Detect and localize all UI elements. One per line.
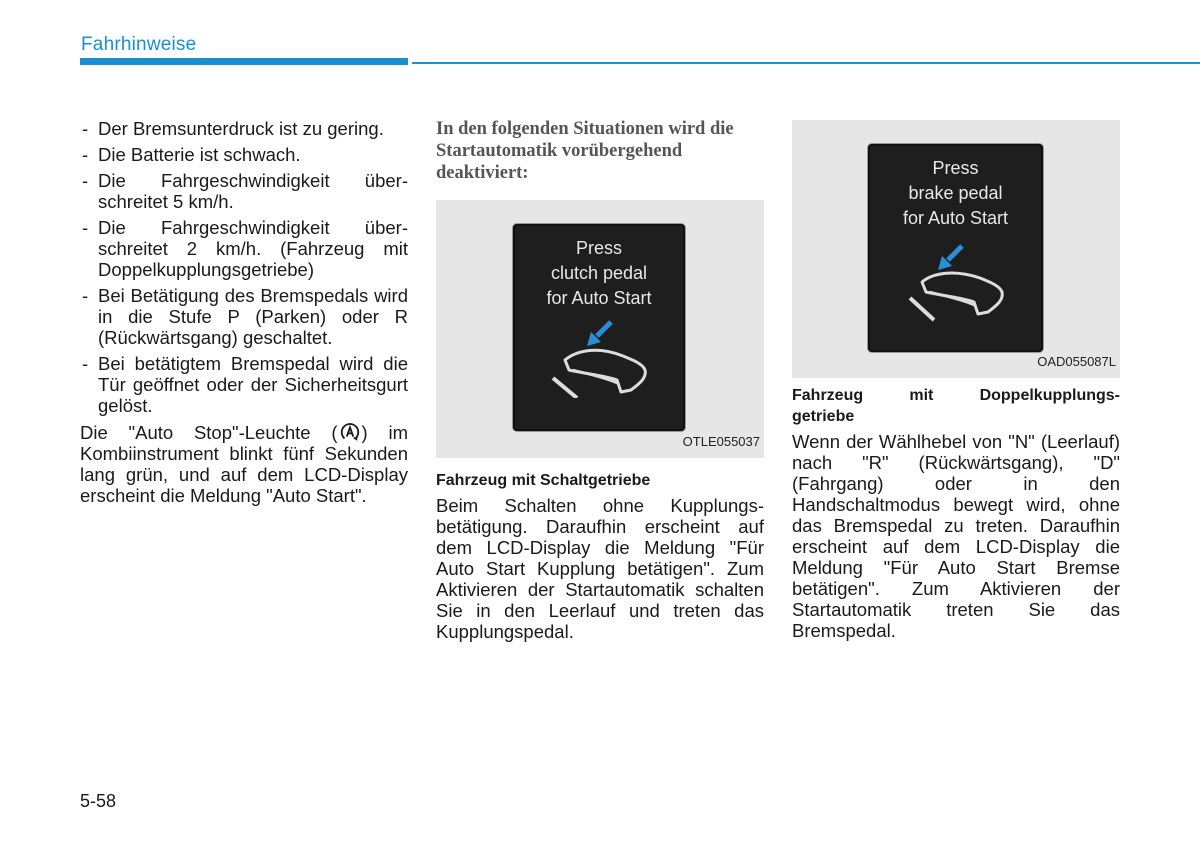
header-rule-thin — [412, 62, 1200, 64]
manual-transmission-text: Beim Schalten ohne Kupplungsbetätigung. Daraufhin erscheint auf dem LCD-Display die Meldung "Für Auto Start Kupplung betätigen". Zum Aktivieren der Startautomatik schalten Sie in den Leerlauf und treten das Kupplungspedal. — [436, 495, 764, 642]
foot-pedal-icon — [904, 244, 1014, 322]
figure-code: OAD055087L — [1037, 354, 1116, 369]
section-heading: In den folgenden Situationen wird die Startautomatik vorübergehend deaktiviert: — [436, 119, 734, 183]
brake-display-figure — [792, 120, 1120, 378]
list-item: - Bei Betätigung des Bremspedals wird in die Stufe P (Parken) oder R (Rückwärtsgang) geschaltet. — [82, 285, 408, 348]
dual-clutch-text: Wenn der Wählhebel von "N" (Leerlauf) nach "R" (Rückwärtsgang), "D" (Fahrgang) oder in den Handschaltmodus bewegt wird, ohne das Bremspedal zu treten. Daraufhin erscheint auf dem LCD-Display die Meldung "Für Auto Start Bremse betätigen". Zum Aktivieren der Startautomatik treten Sie das Bremspedal. — [792, 431, 1120, 641]
condition-list — [80, 118, 408, 416]
clutch-display-figure — [436, 200, 764, 458]
list-item: - Die Batterie ist schwach. — [82, 144, 301, 165]
auto-stop-paragraph: Die "Auto Stop"-Leuchte ( ) im Kombiinstrument blinkt fünf Sekunden lang grün, und auf dem LCD-Display erscheint die Meldung "Auto Start". — [80, 422, 408, 506]
transmission-subheading: Fahrzeug mit Doppelkupplungs- — [792, 387, 1120, 404]
left-column — [80, 118, 408, 506]
right-column — [792, 118, 1120, 641]
foot-pedal-icon — [547, 320, 657, 398]
lcd-message: Press clutch pedal for Auto Start — [546, 238, 652, 308]
list-item: - Der Bremsunterdruck ist zu gering. — [82, 118, 384, 139]
header-rule-thick — [80, 58, 408, 65]
lcd-display — [513, 224, 685, 431]
transmission-subheading-cont: getriebe — [792, 408, 855, 425]
middle-column — [436, 118, 764, 642]
auto-stop-icon — [339, 421, 361, 443]
list-item: - Die Fahrgeschwindigkeit überschreitet 5 km/h. — [82, 170, 408, 212]
section-title: Fahrhinweise — [81, 34, 197, 55]
list-item: - Bei betätigtem Bremspedal wird die Tür geöffnet oder der Sicherheitsgurt gelöst. — [82, 353, 408, 416]
list-item: - Die Fahrgeschwindigkeit überschreitet 2 km/h. (Fahrzeug mit Doppelkupplungsgetriebe) — [82, 217, 408, 280]
transmission-subheading: Fahrzeug mit Schaltgetriebe — [436, 472, 651, 489]
figure-code: OTLE055037 — [682, 434, 760, 449]
lcd-display — [868, 144, 1043, 352]
lcd-message: Press brake pedal for Auto Start — [902, 158, 1009, 228]
page-number: 5-58 — [80, 791, 117, 811]
